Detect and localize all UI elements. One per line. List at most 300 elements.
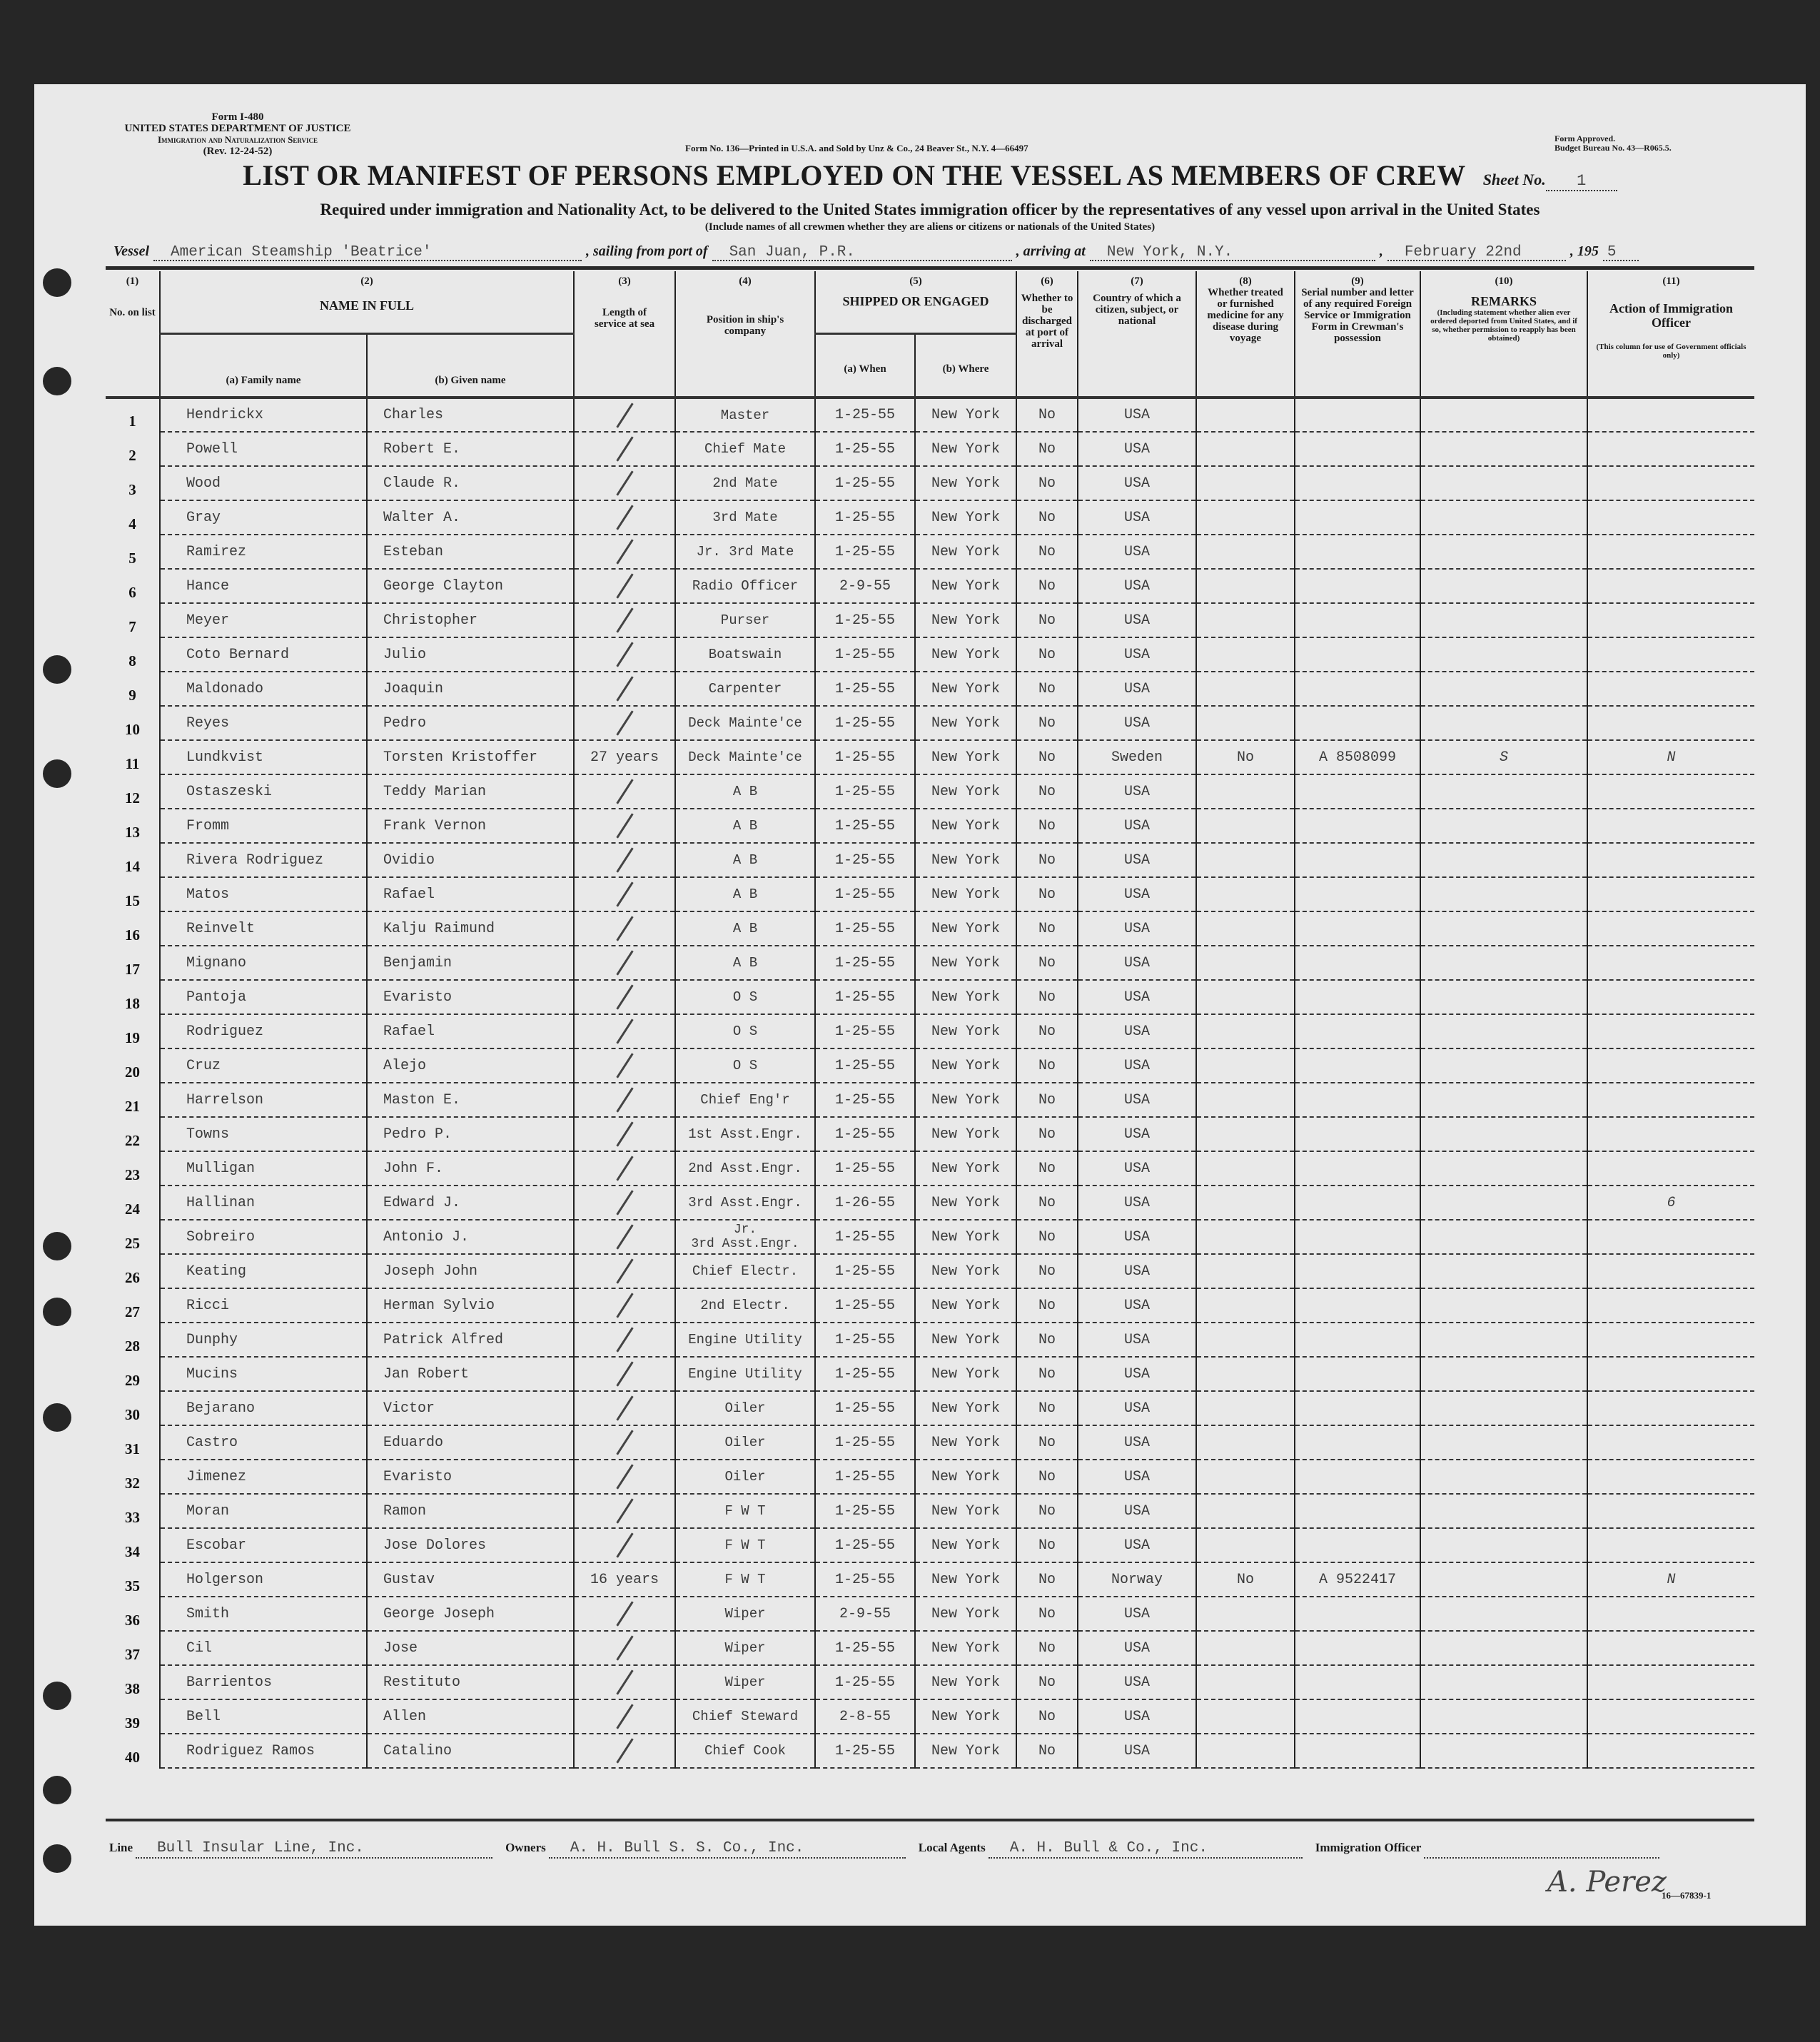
shipped-place-cell <box>915 740 1016 774</box>
remarks-cell <box>1420 535 1587 569</box>
row-number-cell <box>106 466 160 500</box>
col-name-header: (2) NAME IN FULL <box>160 271 574 334</box>
shipped-place-cell <box>915 706 1016 740</box>
country-cell <box>1078 1186 1196 1220</box>
shipped-date-cell <box>815 1083 915 1117</box>
col-no-header: (1) No. on list <box>106 271 160 398</box>
family-name-cell <box>160 1117 367 1151</box>
given-name-text: Restituto <box>383 1674 461 1691</box>
shipped-place-cell <box>915 1186 1016 1220</box>
country-text: USA <box>1124 1502 1151 1520</box>
col-where-header: (b) Where <box>915 334 1016 398</box>
punch-hole <box>43 268 71 297</box>
row-number-text: 29 <box>125 1372 140 1389</box>
given-name-text: Patrick Alfred <box>383 1331 504 1348</box>
given-name-cell <box>367 946 574 980</box>
given-name-text: Kalju Raimund <box>383 920 495 937</box>
position-cell <box>675 1528 815 1562</box>
row-number-text: 19 <box>125 1029 140 1046</box>
country-text: USA <box>1124 1400 1151 1417</box>
country-cell <box>1078 1151 1196 1186</box>
shipped-place-cell <box>915 398 1016 432</box>
given-name-text: Catalino <box>383 1742 453 1759</box>
shipped-place-text: New York <box>931 475 1001 492</box>
check-mark-icon <box>616 984 633 1009</box>
country-cell <box>1078 1631 1196 1665</box>
remarks-cell <box>1420 569 1587 603</box>
discharged-text: No <box>1038 749 1056 766</box>
given-name-cell <box>367 432 574 466</box>
serial-number-cell <box>1295 1288 1420 1323</box>
country-cell <box>1078 1323 1196 1357</box>
country-text: USA <box>1124 1742 1151 1759</box>
country-cell <box>1078 774 1196 809</box>
family-name-cell <box>160 1220 367 1254</box>
col-discharged-header: (6) Whether to be discharged at port of arrival <box>1016 271 1078 398</box>
row-number-text: 16 <box>125 926 140 944</box>
arrival-date: February 22nd <box>1404 244 1522 261</box>
year-suffix: 5 <box>1607 244 1617 261</box>
discharged-text: No <box>1038 612 1056 629</box>
position-cell <box>675 1391 815 1425</box>
given-name-cell <box>367 1186 574 1220</box>
country-cell <box>1078 1665 1196 1699</box>
shipped-date-text: 1-25-55 <box>835 543 896 560</box>
row-number-cell <box>106 911 160 946</box>
given-name-cell <box>367 1323 574 1357</box>
position-text: Deck Mainte'ce <box>688 749 802 765</box>
discharged-cell <box>1016 706 1078 740</box>
form-code: 16—67839-1 <box>1662 1890 1712 1901</box>
family-name-cell <box>160 637 367 672</box>
discharged-cell <box>1016 1631 1078 1665</box>
family-name-cell <box>160 1391 367 1425</box>
officer-action-cell <box>1587 843 1754 877</box>
remarks-cell <box>1420 740 1587 774</box>
service-length-cell <box>574 1323 675 1357</box>
given-name-text: Gustav <box>383 1571 435 1588</box>
shipped-date-text: 1-26-55 <box>835 1194 896 1211</box>
shipped-date-cell <box>815 1357 915 1391</box>
shipped-place-text: New York <box>931 1228 1001 1245</box>
crew-row <box>106 1597 1754 1631</box>
discharged-text: No <box>1038 1365 1056 1383</box>
shipped-date-text: 1-25-55 <box>835 1537 896 1554</box>
row-number-cell <box>106 637 160 672</box>
vessel-label: Vessel <box>113 243 149 259</box>
col-service-header: (3) Length of service at sea <box>574 271 675 398</box>
given-name-text: Pedro <box>383 714 427 732</box>
given-name-cell <box>367 466 574 500</box>
family-name-text: Castro <box>186 1434 238 1451</box>
given-name-cell <box>367 1494 574 1528</box>
check-mark-icon <box>616 1190 633 1215</box>
given-name-cell <box>367 1048 574 1083</box>
check-mark-icon <box>616 676 633 701</box>
check-mark-icon <box>616 847 633 872</box>
given-name-cell <box>367 637 574 672</box>
position-text: Purser <box>720 612 770 628</box>
check-mark-icon <box>616 1704 633 1729</box>
family-name-cell <box>160 1323 367 1357</box>
shipped-date-text: 2-9-55 <box>839 577 891 595</box>
country-cell <box>1078 877 1196 911</box>
serial-number-cell <box>1295 809 1420 843</box>
check-mark-icon <box>616 1258 633 1283</box>
position-cell <box>675 500 815 535</box>
row-number-cell <box>106 877 160 911</box>
family-name-cell <box>160 1186 367 1220</box>
row-number-cell <box>106 500 160 535</box>
punch-hole <box>43 1298 71 1326</box>
country-text: USA <box>1124 509 1151 526</box>
medicine-cell <box>1196 1220 1295 1254</box>
shipped-place-cell <box>915 672 1016 706</box>
check-mark-icon <box>616 1635 633 1660</box>
row-number-text: 21 <box>125 1098 140 1115</box>
shipped-date-text: 1-25-55 <box>835 783 896 800</box>
shipped-date-text: 1-25-55 <box>835 1639 896 1657</box>
shipped-date-text: 2-8-55 <box>839 1708 891 1725</box>
service-length-cell <box>574 398 675 432</box>
shipped-place-text: New York <box>931 886 1001 903</box>
discharged-cell <box>1016 1083 1078 1117</box>
position-text: Wiper <box>724 1640 766 1656</box>
crew-table <box>106 271 1754 1769</box>
row-number-cell <box>106 1323 160 1357</box>
crew-row <box>106 774 1754 809</box>
service-length-cell <box>574 740 675 774</box>
budget-bureau-line: Budget Bureau No. 43—R065.5. <box>1554 143 1672 153</box>
serial-number-cell <box>1295 706 1420 740</box>
shipped-place-cell <box>915 1083 1016 1117</box>
shipped-date-cell <box>815 1254 915 1288</box>
shipped-date-text: 2-9-55 <box>839 1605 891 1622</box>
given-name-text: Jose Dolores <box>383 1537 487 1554</box>
officer-action-text: 6 <box>1667 1194 1676 1211</box>
row-number-text: 20 <box>125 1063 140 1081</box>
officer-action-cell <box>1587 1631 1754 1665</box>
row-number-cell <box>106 432 160 466</box>
line-label: Line <box>109 1841 133 1854</box>
row-number-cell <box>106 398 160 432</box>
given-name-cell <box>367 1220 574 1254</box>
officer-action-cell <box>1587 1391 1754 1425</box>
given-name-text: Antonio J. <box>383 1228 470 1245</box>
position-cell <box>675 1357 815 1391</box>
title-text: LIST OR MANIFEST OF PERSONS EMPLOYED ON THE VESSEL AS MEMBERS OF CREW <box>243 159 1466 191</box>
crew-row <box>106 1048 1754 1083</box>
check-mark-icon <box>616 1087 633 1112</box>
family-name-text: Bejarano <box>186 1400 256 1417</box>
shipped-date-text: 1-25-55 <box>835 1502 896 1520</box>
row-number-cell <box>106 809 160 843</box>
shipped-date-text: 1-25-55 <box>835 1331 896 1348</box>
discharged-text: No <box>1038 1434 1056 1451</box>
row-number-cell <box>106 843 160 877</box>
remarks-cell <box>1420 1186 1587 1220</box>
crew-row <box>106 637 1754 672</box>
discharged-text: No <box>1038 646 1056 663</box>
row-number-cell <box>106 1528 160 1562</box>
shipped-date-cell <box>815 1597 915 1631</box>
shipped-date-text: 1-25-55 <box>835 851 896 869</box>
row-number-cell <box>106 1460 160 1494</box>
row-number-cell <box>106 1494 160 1528</box>
bottom-rule <box>106 1819 1754 1821</box>
discharged-text: No <box>1038 1160 1056 1177</box>
discharged-cell <box>1016 843 1078 877</box>
country-text: USA <box>1124 851 1151 869</box>
position-text: F W T <box>724 1537 766 1553</box>
country-text: USA <box>1124 989 1151 1006</box>
position-text: F W T <box>724 1503 766 1519</box>
discharged-text: No <box>1038 509 1056 526</box>
family-name-cell <box>160 1665 367 1699</box>
position-cell <box>675 1254 815 1288</box>
row-number-cell <box>106 1014 160 1048</box>
discharged-text: No <box>1038 407 1056 423</box>
row-number-text: 23 <box>125 1166 140 1183</box>
check-mark-icon <box>616 403 633 428</box>
shipped-place-text: New York <box>931 1674 1001 1691</box>
medicine-cell <box>1196 774 1295 809</box>
country-text: USA <box>1124 1674 1151 1691</box>
remarks-cell <box>1420 1254 1587 1288</box>
shipped-date-text: 1-25-55 <box>835 920 896 937</box>
given-name-text: Rafael <box>383 886 435 903</box>
discharged-cell <box>1016 466 1078 500</box>
given-name-cell <box>367 1425 574 1460</box>
shipped-place-text: New York <box>931 1468 1001 1485</box>
check-mark-icon <box>616 1464 633 1489</box>
check-mark-icon <box>616 539 633 564</box>
service-length-cell <box>574 1528 675 1562</box>
position-cell <box>675 1220 815 1254</box>
shipped-date-text: 1-25-55 <box>835 1228 896 1245</box>
country-text: USA <box>1124 1126 1151 1143</box>
given-name-text: John F. <box>383 1160 444 1177</box>
sailing-label: , sailing from port of <box>586 243 708 259</box>
crew-row <box>106 1083 1754 1117</box>
crew-row <box>106 1357 1754 1391</box>
remarks-cell <box>1420 1562 1587 1597</box>
given-name-text: Ramon <box>383 1502 427 1520</box>
family-name-text: Pantoja <box>186 989 247 1006</box>
country-cell <box>1078 706 1196 740</box>
family-name-text: Powell <box>186 440 238 458</box>
shipped-place-cell <box>915 877 1016 911</box>
serial-number-cell <box>1295 398 1420 432</box>
crew-row <box>106 500 1754 535</box>
discharged-text: No <box>1038 1674 1056 1691</box>
position-text: F W T <box>724 1572 766 1587</box>
shipped-place-cell <box>915 774 1016 809</box>
row-number-text: 40 <box>125 1749 140 1766</box>
given-name-text: Maston E. <box>383 1091 461 1108</box>
crew-row <box>106 1528 1754 1562</box>
discharged-text: No <box>1038 783 1056 800</box>
position-cell <box>675 569 815 603</box>
country-cell <box>1078 1288 1196 1323</box>
serial-number-cell <box>1295 877 1420 911</box>
shipped-date-text: 1-25-55 <box>835 817 896 834</box>
vessel-name: American Steamship 'Beatrice' <box>171 244 432 261</box>
officer-action-cell <box>1587 466 1754 500</box>
shipped-place-text: New York <box>931 851 1001 869</box>
row-number-text: 2 <box>128 447 136 464</box>
given-name-text: Esteban <box>383 543 444 560</box>
position-text: A B <box>732 886 758 902</box>
given-name-cell <box>367 774 574 809</box>
remarks-cell <box>1420 1494 1587 1528</box>
remarks-cell <box>1420 1083 1587 1117</box>
remarks-cell <box>1420 398 1587 432</box>
check-mark-icon <box>616 1293 633 1318</box>
medicine-cell <box>1196 1734 1295 1768</box>
crew-row <box>106 1323 1754 1357</box>
medicine-cell <box>1196 569 1295 603</box>
serial-number-cell <box>1295 1562 1420 1597</box>
position-text: Engine Utility <box>688 1332 802 1348</box>
shipped-date-text: 1-25-55 <box>835 1126 896 1143</box>
discharged-cell <box>1016 1699 1078 1734</box>
shipped-place-text: New York <box>931 1331 1001 1348</box>
position-cell <box>675 774 815 809</box>
shipped-place-cell <box>915 1220 1016 1254</box>
discharged-cell <box>1016 535 1078 569</box>
service-length-cell <box>574 1048 675 1083</box>
remarks-cell <box>1420 1699 1587 1734</box>
position-cell <box>675 637 815 672</box>
shipped-date-cell <box>815 1288 915 1323</box>
serial-number-cell <box>1295 1323 1420 1357</box>
crew-row <box>106 1665 1754 1699</box>
check-mark-icon <box>616 1430 633 1455</box>
discharged-cell <box>1016 774 1078 809</box>
shipped-date-cell <box>815 1186 915 1220</box>
given-name-text: Teddy Marian <box>383 783 487 800</box>
given-name-text: Allen <box>383 1708 427 1725</box>
check-mark-icon <box>616 916 633 941</box>
shipped-date-text: 1-25-55 <box>835 1365 896 1383</box>
remarks-cell <box>1420 1151 1587 1186</box>
shipped-place-text: New York <box>931 1297 1001 1314</box>
shipped-place-cell <box>915 1734 1016 1768</box>
discharged-cell <box>1016 1734 1078 1768</box>
crew-row <box>106 603 1754 637</box>
service-length-cell <box>574 1425 675 1460</box>
col-when-header: (a) When <box>815 334 915 398</box>
serial-number-cell <box>1295 535 1420 569</box>
officer-action-cell <box>1587 1254 1754 1288</box>
medicine-cell <box>1196 398 1295 432</box>
shipped-date-text: 1-25-55 <box>835 1434 896 1451</box>
family-name-text: Wood <box>186 475 221 492</box>
given-name-text: Julio <box>383 646 427 663</box>
shipped-place-cell <box>915 843 1016 877</box>
given-name-cell <box>367 1562 574 1597</box>
col-country-header: (7) Country of which a citizen, subject, or national <box>1078 271 1196 398</box>
given-name-text: Benjamin <box>383 954 453 971</box>
given-name-cell <box>367 706 574 740</box>
discharged-cell <box>1016 1186 1078 1220</box>
row-number-text: 37 <box>125 1646 140 1663</box>
check-mark-icon <box>616 642 633 667</box>
position-text: Oiler <box>724 1469 766 1485</box>
shipped-date-cell <box>815 1699 915 1734</box>
family-name-text: Hance <box>186 577 230 595</box>
serial-number-cell <box>1295 1220 1420 1254</box>
medicine-cell <box>1196 1425 1295 1460</box>
given-name-cell <box>367 1288 574 1323</box>
check-mark-icon <box>616 1327 633 1352</box>
shipped-place-cell <box>915 1391 1016 1425</box>
col-remarks-header: (10) REMARKS (Including statement whether alien ever ordered deported from United States, and if so, whether permission to reapply has been obtained) <box>1420 271 1587 398</box>
shipped-date-text: 1-25-55 <box>835 509 896 526</box>
row-number-text: 8 <box>128 652 136 669</box>
discharged-text: No <box>1038 1708 1056 1725</box>
country-cell <box>1078 569 1196 603</box>
position-text: 3rd Asst.Engr. <box>691 1237 799 1251</box>
family-name-cell <box>160 1357 367 1391</box>
given-name-text: Claude R. <box>383 475 461 492</box>
col-medicine-header: (8) Whether treated or furnished medicine for any disease during voyage <box>1196 271 1295 398</box>
medicine-cell <box>1196 1391 1295 1425</box>
family-name-cell <box>160 946 367 980</box>
family-name-text: Meyer <box>186 612 230 629</box>
country-cell <box>1078 1220 1196 1254</box>
shipped-place-cell <box>915 637 1016 672</box>
shipped-date-cell <box>815 535 915 569</box>
row-number-text: 28 <box>125 1338 140 1355</box>
position-text: Chief Electr. <box>692 1263 799 1279</box>
manifest-page <box>34 84 1806 1926</box>
discharged-text: No <box>1038 1023 1056 1040</box>
officer-action-cell <box>1587 1220 1754 1254</box>
family-name-text: Rodriguez Ramos <box>186 1742 315 1759</box>
check-mark-icon <box>616 1669 633 1694</box>
remarks-cell <box>1420 500 1587 535</box>
given-name-cell <box>367 843 574 877</box>
position-text: 2nd Asst.Engr. <box>688 1161 802 1176</box>
remarks-cell <box>1420 432 1587 466</box>
family-name-cell <box>160 706 367 740</box>
shipped-date-cell <box>815 1631 915 1665</box>
row-number-cell <box>106 1357 160 1391</box>
shipped-place-text: New York <box>931 954 1001 971</box>
country-text: USA <box>1124 1708 1151 1725</box>
given-name-text: Charles <box>383 407 444 423</box>
country-text: USA <box>1124 440 1151 458</box>
shipped-place-text: New York <box>931 1537 1001 1554</box>
sheet-number-field <box>1483 171 1617 191</box>
officer-action-text: N <box>1667 1571 1676 1588</box>
discharged-cell <box>1016 500 1078 535</box>
family-name-text: Rodriguez <box>186 1023 264 1040</box>
footer <box>109 1830 1754 1859</box>
arrival-port: New York, N.Y. <box>1106 244 1233 261</box>
given-name-cell <box>367 1014 574 1048</box>
remarks-cell <box>1420 1014 1587 1048</box>
officer-action-cell <box>1587 706 1754 740</box>
given-name-cell <box>367 1151 574 1186</box>
serial-number-cell <box>1295 1254 1420 1288</box>
officer-action-cell <box>1587 1357 1754 1391</box>
service-length-text: 16 years <box>590 1571 659 1588</box>
service-length-cell <box>574 1288 675 1323</box>
punch-hole <box>43 655 71 684</box>
